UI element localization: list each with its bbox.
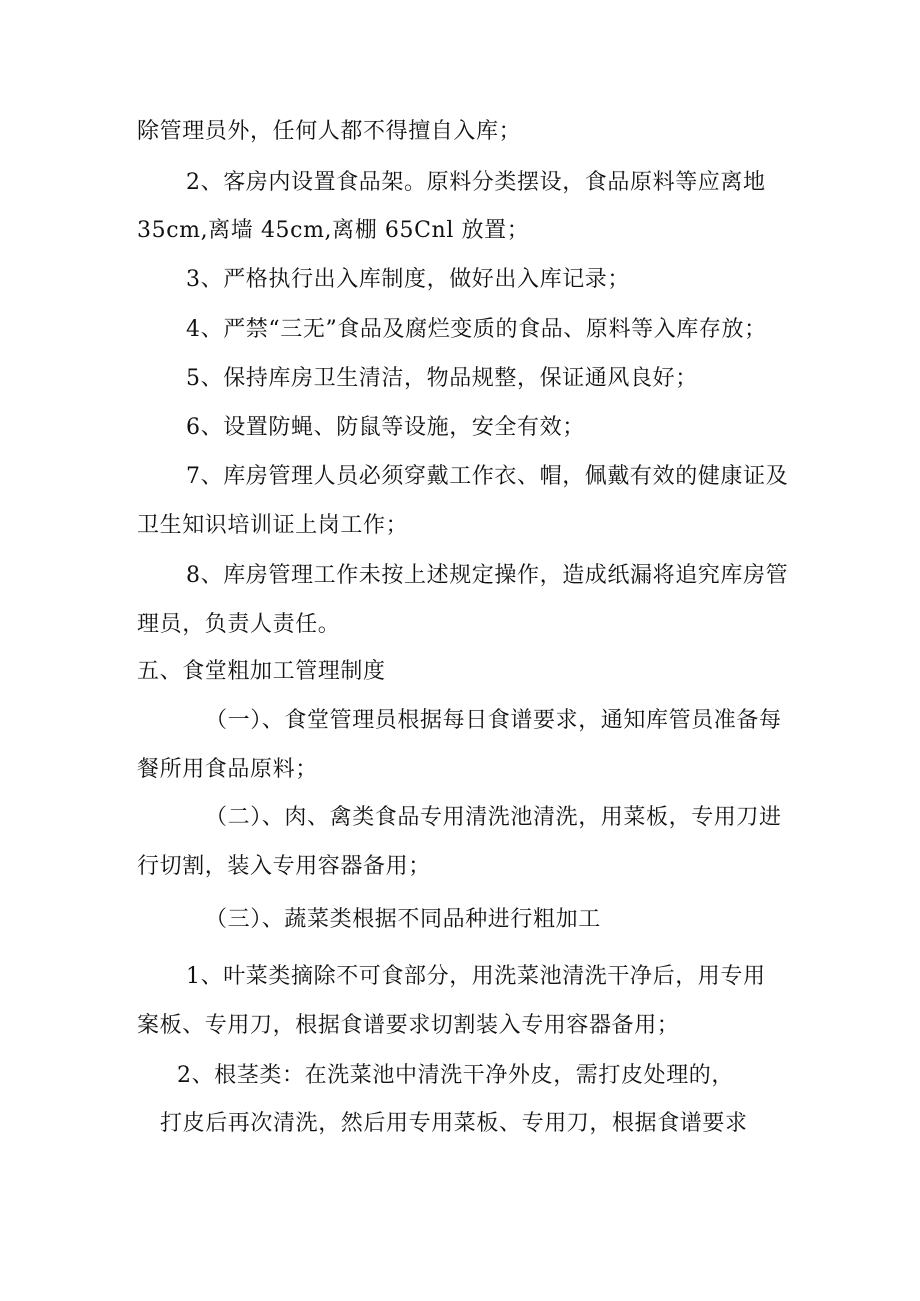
text-line: 8、库房管理工作未按上述规定操作，造成纸漏将追究库房管 [186, 563, 789, 588]
text-line: 理员，负责人责任。 [137, 612, 341, 637]
text-line: 案板、专用刀，根据食谱要求切割装入专用容器备用； [137, 1013, 680, 1038]
text-line: 4、严禁“三无”食品及腐烂变质的食品、原料等入库存放； [186, 317, 767, 342]
text-line: 餐所用食品原料； [137, 757, 318, 782]
text-line: 行切割，装入专用容器备用； [137, 854, 431, 879]
section-heading: 五、食堂粗加工管理制度 [137, 659, 386, 684]
text-line: 3、严格执行出入库制度，做好出入库记录； [186, 267, 630, 292]
text-line: 卫生知识培训证上岗工作； [137, 513, 409, 538]
text-line: 2、客房内设置食品架。原料分类摆设，食品原料等应离地 [186, 170, 766, 195]
text-line: 35cm,离墙 45cm,离棚 65Cnl 放置； [137, 218, 530, 243]
text-line: 5、保持库房卫生清洁，物品规整，保证通风良好； [186, 366, 698, 391]
text-line: 打皮后再次清洗，然后用专用菜板、专用刀，根据食谱要求 [160, 1111, 748, 1136]
text-line: 6、设置防蝇、防鼠等设施，安全有效； [186, 415, 585, 440]
text-line: （三）、蔬菜类根据不同品种进行粗加工 [205, 907, 601, 932]
text-line: 7、库房管理人员必须穿戴工作衣、帽，佩戴有效的健康证及 [186, 464, 789, 489]
text-line: （一）、食堂管理员根据每日食谱要求，通知库管员准备每 [205, 708, 782, 733]
text-line: 1、叶菜类摘除不可食部分，用洗菜池清洗干净后，用专用 [186, 964, 766, 989]
text-line: 除管理员外，任何人都不得擅自入库； [137, 119, 522, 144]
text-line: （二）、肉、禽类食品专用清洗池清洗，用菜板，专用刀进 [205, 805, 782, 830]
text-line: 2、根茎类：在洗菜池中清洗干净外皮，需打皮处理的， [177, 1063, 734, 1088]
